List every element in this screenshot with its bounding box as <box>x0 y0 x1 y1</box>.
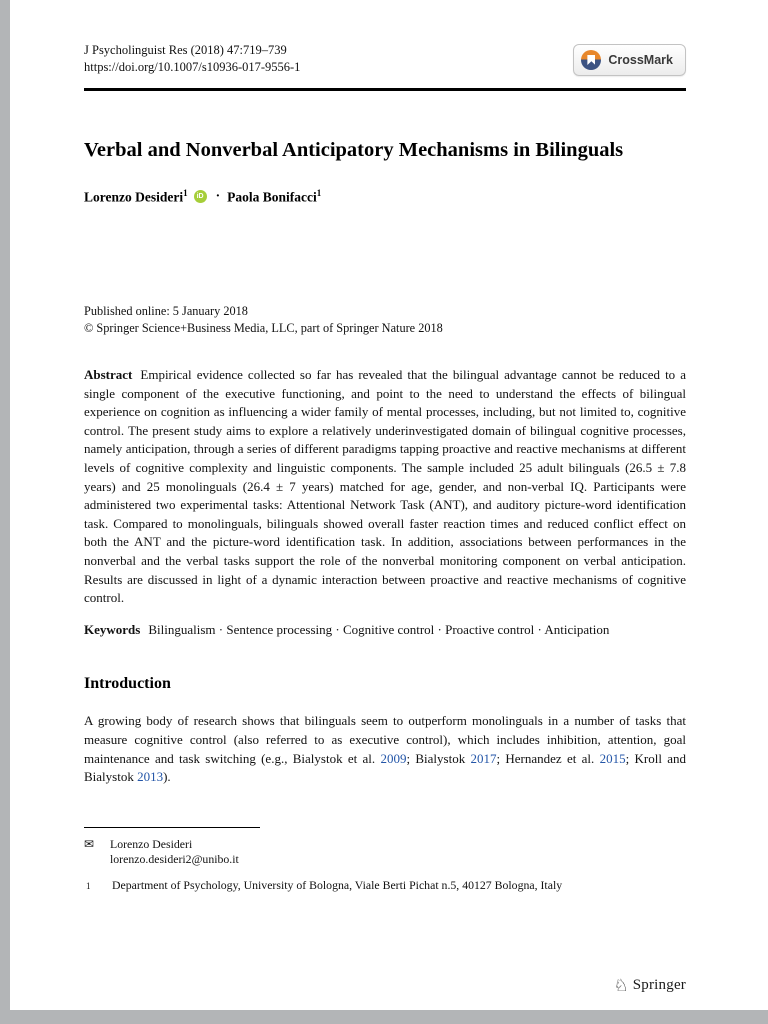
footnote-rule <box>84 827 260 828</box>
header-rule <box>84 88 686 91</box>
journal-reference: J Psycholinguist Res (2018) 47:719–739 <box>84 43 287 57</box>
keywords-body: Bilingualism · Sentence processing · Cognitive control · Proactive control · Anticipation <box>148 621 610 637</box>
affiliation-marker: 1 <box>86 880 91 891</box>
page-header <box>84 42 686 76</box>
author-line <box>84 188 686 206</box>
correspondence-details <box>110 837 239 868</box>
publisher-logo <box>613 977 686 994</box>
crossmark-icon <box>581 50 601 70</box>
introduction-paragraph <box>84 712 686 786</box>
intro-text: ; Bialystok <box>406 750 471 766</box>
affiliation-row <box>84 878 686 895</box>
springer-knight-icon: ♘ <box>613 976 629 995</box>
orcid-icon[interactable]: iD <box>194 190 207 203</box>
citation-link[interactable]: 2017 <box>470 750 497 766</box>
footnote-block <box>84 827 686 895</box>
publication-meta <box>84 303 686 336</box>
crossmark-badge[interactable] <box>573 44 686 76</box>
intro-text: ). <box>163 769 171 785</box>
published-online: Published online: 5 January 2018 <box>84 304 248 318</box>
abstract-label: Abstract <box>84 367 133 382</box>
citation-link[interactable]: 2015 <box>599 750 626 766</box>
correspondence-name: Lorenzo Desideri <box>110 836 193 851</box>
keywords-paragraph <box>84 621 686 640</box>
citation-link[interactable]: 2009 <box>380 750 407 766</box>
author-1: Lorenzo Desideri$^1$ <box>84 187 188 204</box>
intro-text: A growing body of research shows that bilinguals seem to outperform monolinguals in a number of tasks that measure cognitive control (also referred to as executive control), which includes inhibition, attention, goal maintenance and task switching (e.g., Bialystok et al. <box>84 713 686 766</box>
correspondence-row <box>84 837 686 868</box>
envelope-icon: ✉ <box>84 836 95 851</box>
doi-line: https://doi.org/10.1007/s10936-017-9556-1 <box>84 60 301 74</box>
abstract-paragraph <box>84 366 686 608</box>
abstract-body: Empirical evidence collected so far has revealed that the bilingual advantage cannot be reduced to a single component of the executive functioning, and point to the need to understand the effects of bilingual experience on cognition as influencing a wider family of mental processes, including, but not limited to, cognitive control. The present study aims to explore a relatively underinvestigated domain of bilingual cognitive processes, namely anticipation, through a series of different paradigms tapping proactive and reactive mechanisms at different levels of cognitive complexity and linguistic components. The sample included 25 adult bilinguals (26.5 ± 7.8 years) and 25 monolinguals (26.4 ± 7 years) matched for age, gender, and non-verbal IQ. Participants were administered two experimental tasks: Attentional Network Task (ANT), and auditory picture-word identification task. Compared to monolinguals, bilinguals showed overall faster reaction times and reduced conflict effect on both the ANT and the picture-word identification task. In addition, associations between performances in the nonverbal and the verbal tasks support the role of the nonverbal monitoring component on verbal anticipation. Results are discussed in light of a dynamic interaction between proactive and reactive mechanisms of cognitive control. <box>84 367 686 606</box>
journal-info <box>84 42 300 76</box>
intro-text: ; Kroll and Bialystok <box>84 750 686 785</box>
publisher-name: Springer <box>632 977 686 993</box>
crossmark-label: CrossMark <box>608 53 673 67</box>
correspondence-email: lorenzo.desideri2@unibo.it <box>110 852 239 867</box>
author-separator: · <box>215 188 221 204</box>
author-2: Paola Bonifacci$^1$ <box>227 187 322 204</box>
introduction-heading: Introduction <box>84 675 171 693</box>
paper-title: Verbal and Nonverbal Anticipatory Mechanisms in Bilinguals <box>84 138 624 161</box>
affiliation-text: Department of Psychology, University of Bologna, Viale Berti Pichat n.5, 40127 Bologna, Italy <box>112 877 563 892</box>
citation-link[interactable]: 2013 <box>137 769 164 785</box>
paper-page <box>10 0 768 1010</box>
intro-text: ; Hernandez et al. <box>496 750 600 766</box>
copyright-line: © Springer Science+Business Media, LLC, part of Springer Nature 2018 <box>84 320 443 335</box>
keywords-label: Keywords <box>84 621 141 637</box>
